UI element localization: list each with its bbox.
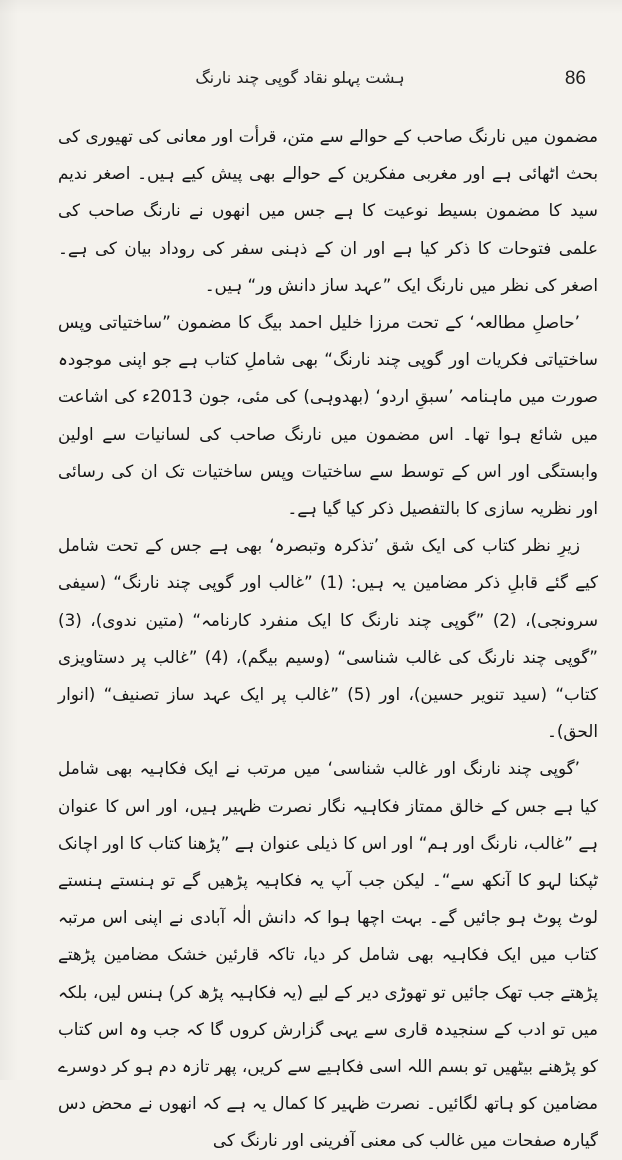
- paragraph: زیرِ نظر کتاب کی ایک شق ’تذکرہ وتبصرہ‘ بھی ہے جس کے تحت شامل کیے گئے قابلِ ذکر مضامین یہ ہیں: (1) ”غالب اور گوپی چند نارنگ“ (سیفی سرونجی)، (2) ”گوپی چند نارنگ کا ایک منفرد کارنامہ“ (متین ندوی)، (3) ”گوپی چند نارنگ کی غالب شناسی“ (وسیم بیگم)، (4) ”غالب پر دستاویزی کتاب“ (سید تنویر حسین)، اور (5) ”غالب پر ایک عہد ساز تصنیف“ (انوار الحق)۔: [58, 535, 599, 742]
- running-title: ہشت پہلو نقاد گوپی چند نارنگ: [195, 68, 405, 87]
- paragraph: مضمون میں نارنگ صاحب کے حوالے سے متن، قرأت اور معانی کی تھیوری کی بحث اٹھائی ہے اور مغربی مفکرین کے حوالے بھی پیش کیے ہیں۔ اصغر ندیم سید کا مضمون بسیط نوعیت کا ہے جس میں انھوں نے نارنگ صاحب کی علمی فتوحات کا ذکر کیا ہے اور ان کے ذہنی سفر کی روداد بیان کی ہے۔ اصغر کی نظر میں نارنگ ایک ”عہد ساز دانش ور“ ہیں۔: [58, 126, 598, 295]
- paragraph: ’حاصلِ مطالعہ‘ کے تحت مرزا خلیل احمد بیگ کا مضمون ”ساختیاتی وپس ساختیاتی فکریات اور گوپی چند نارنگ“ بھی شاملِ کتاب ہے جو اپنی موجودہ صورت میں ماہنامہ ’سبقِ اردو‘ (بھدوہی) کی مئی، جون 2013ء کی اشاعت میں شائع ہوا تھا۔ اس مضمون میں نارنگ صاحب کی لسانیات سے اولین وابستگی اور اس کے توسط سے ساختیات وپس ساختیات تک ان کی رسائی اور نظریہ سازی کا بالتفصیل ذکر کیا گیا ہے۔: [58, 312, 598, 519]
- paragraph: ’گوپی چند نارنگ اور غالب شناسی‘ میں مرتب نے ایک فکاہیہ بھی شامل کیا ہے جس کے خالق ممتاز فکاہیہ نگار نصرت ظہیر ہیں، اور اس کا عنوان ہے ”غالب، نارنگ اور ہم“ اور اس کا ذیلی عنوان ہے ”پڑھنا کتاب کا اور اچانک ٹپکنا لہو کا آنکھ سے“۔ لیکن جب آپ یہ فکاہیہ پڑھیں گے تو ہنستے ہنستے لوٹ پوٹ ہو جائیں گے۔ بہت اچھا ہوا کہ دانش الٰہ آبادی نے اپنی اس مرتبہ کتاب میں ایک فکاہیہ بھی شامل کر دیا، تاکہ قارئین خشک مضامین پڑھتے پڑھتے جب تھک جائیں تو تھوڑی دیر کے لیے (یہ فکاہیہ پڑھ کر) ہنس لیں، بلکہ میں تو ادب کے سنجیدہ قاری سے یہی گزارش کروں گا کہ جب وہ اس کتاب کو پڑھنے بیٹھیں تو بسم اللہ اسی فکاہیے سے کریں، پھر تازہ دم ہو کر دوسرے مضامین کو ہاتھ لگائیں۔ نصرت ظہیر کا کمال یہ ہے کہ انھوں نے محض دس گیارہ صفحات میں غالب کی معنی آفرینی اور نارنگ کی: [58, 758, 598, 1151]
- page-header: [72, 62, 586, 96]
- page-number: 86: [564, 68, 586, 89]
- body-text: [58, 118, 599, 1151]
